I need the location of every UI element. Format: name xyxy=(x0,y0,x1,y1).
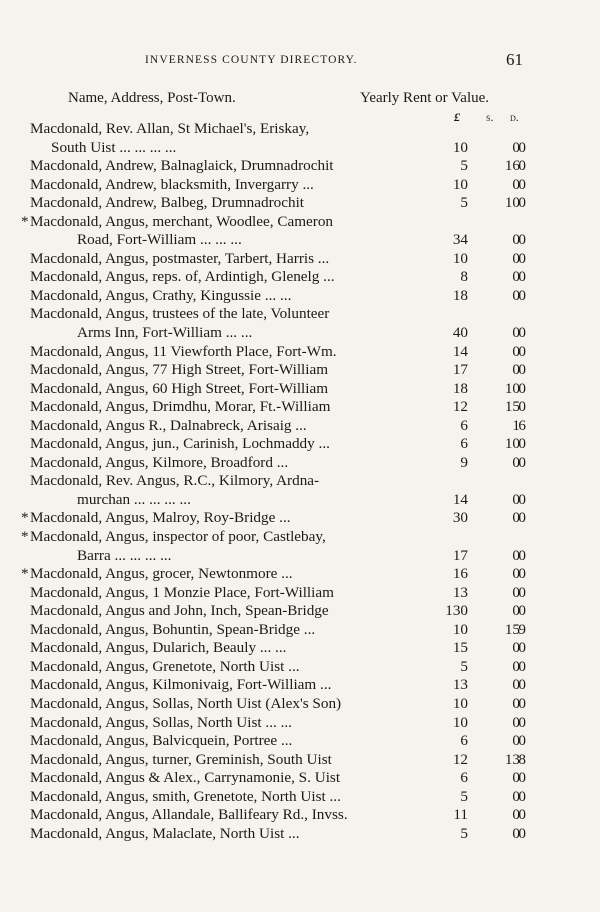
entry-text: Macdonald, Angus & Alex., Carrynamonie, S. Uist xyxy=(30,769,341,787)
entry-text: Macdonald, Angus, Bohuntin, Spean-Bridge ... xyxy=(30,620,316,638)
directory-entry-row xyxy=(0,361,600,380)
entry-text: Macdonald, Rev. Allan, St Michael's, Eriskay, xyxy=(30,120,310,137)
entry-pounds: 14 xyxy=(452,342,468,360)
entry-shillings: 0 xyxy=(512,546,520,564)
entry-pence: 0 xyxy=(518,676,526,694)
directory-entry-row xyxy=(0,157,600,176)
entry-shillings: 0 xyxy=(512,676,520,694)
directory-entry-row xyxy=(0,176,600,195)
entry-pence: 6 xyxy=(518,416,526,434)
entry-pounds: 130 xyxy=(445,602,468,620)
directory-entry-row xyxy=(0,343,600,362)
entry-pence: 0 xyxy=(518,249,526,267)
entry-pounds: 5 xyxy=(460,157,468,175)
directory-entry-row xyxy=(0,231,600,250)
entry-pence: 0 xyxy=(518,509,526,527)
entry-pounds: 13 xyxy=(452,583,468,601)
directory-entry-row xyxy=(0,472,600,491)
entry-pounds: 18 xyxy=(452,379,468,397)
directory-entry-row xyxy=(0,751,600,770)
entry-text: Macdonald, Angus, smith, Grenetote, North Uist ... xyxy=(30,787,341,805)
entry-shillings: 0 xyxy=(512,509,520,527)
entry-shillings: 0 xyxy=(512,361,520,379)
entry-pounds: 10 xyxy=(452,175,468,193)
entry-shillings: 15 xyxy=(504,620,520,638)
directory-entry-row xyxy=(0,639,600,658)
entry-pounds: 6 xyxy=(460,769,468,787)
entry-pounds: 30 xyxy=(452,509,468,527)
directory-entry-row xyxy=(0,417,600,436)
entry-shillings: 0 xyxy=(512,732,520,750)
entry-text: Macdonald, Angus, merchant, Woodlee, Cameron xyxy=(30,212,334,230)
entry-pounds: 6 xyxy=(460,435,468,453)
entry-shillings: 10 xyxy=(504,379,520,397)
directory-entry-row xyxy=(0,250,600,269)
entry-text: South Uist ... ... ... ... xyxy=(51,138,177,156)
entry-pence: 0 xyxy=(518,583,526,601)
entry-pence: 0 xyxy=(518,546,526,564)
entry-pence: 0 xyxy=(518,657,526,675)
entry-text: Macdonald, Angus, jun., Carinish, Lochmaddy ... xyxy=(30,435,330,453)
entry-shillings: 0 xyxy=(512,268,520,286)
directory-entry-row xyxy=(0,565,600,584)
entry-text: Macdonald, Angus, Drimdhu, Morar, Ft.-William xyxy=(30,398,331,416)
entry-pounds: 10 xyxy=(452,249,468,267)
currency-pence: d. xyxy=(510,110,519,124)
entry-shillings: 0 xyxy=(512,602,520,620)
entry-pence: 0 xyxy=(518,175,526,193)
entry-shillings: 13 xyxy=(504,750,520,768)
directory-entry-row xyxy=(0,658,600,677)
entry-pence: 0 xyxy=(518,435,526,453)
entry-shillings: 16 xyxy=(504,157,520,175)
directory-entry-row xyxy=(0,139,600,158)
directory-entry-row xyxy=(0,324,600,343)
entry-shillings: 0 xyxy=(512,657,520,675)
entry-pounds: 10 xyxy=(452,713,468,731)
directory-entry-row xyxy=(0,584,600,603)
entry-pence: 0 xyxy=(518,602,526,620)
entry-pence: 9 xyxy=(518,620,526,638)
entry-text: Macdonald, Angus, Sollas, North Uist (Alex's Son) xyxy=(30,694,342,712)
entry-pounds: 11 xyxy=(453,806,468,824)
column-header-value: Yearly Rent or Value. xyxy=(360,90,490,106)
entry-text: Macdonald, Angus, postmaster, Tarbert, Harris ... xyxy=(30,249,330,267)
entry-text: murchan ... ... ... ... xyxy=(77,490,191,508)
entry-text: Macdonald, Angus, 1 Monzie Place, Fort-William xyxy=(30,583,334,601)
entry-marker: * xyxy=(21,509,29,527)
entry-text: Macdonald, Angus, Kilmonivaig, Fort-William ... xyxy=(30,676,332,694)
entry-text: Macdonald, Angus, 60 High Street, Fort-William xyxy=(30,379,329,397)
entry-pence: 0 xyxy=(518,194,526,212)
entry-pence: 0 xyxy=(518,769,526,787)
entry-pence: 0 xyxy=(518,138,526,156)
entry-text: Macdonald, Andrew, Balnaglaick, Drumnadrochit xyxy=(30,157,334,175)
entry-pounds: 6 xyxy=(460,732,468,750)
entry-pounds: 10 xyxy=(452,694,468,712)
entry-pence: 0 xyxy=(518,713,526,731)
directory-entry-row xyxy=(0,714,600,733)
entry-text: Macdonald, Rev. Angus, R.C., Kilmory, Ardna- xyxy=(30,472,320,490)
column-header-name: Name, Address, Post-Town. xyxy=(68,90,236,106)
directory-entry-row xyxy=(0,547,600,566)
directory-entry-row xyxy=(0,491,600,510)
entry-shillings: 0 xyxy=(512,286,520,304)
entry-text: Macdonald, Angus, 77 High Street, Fort-William xyxy=(30,361,329,379)
entry-shillings: 0 xyxy=(512,694,520,712)
entry-pence: 0 xyxy=(518,565,526,583)
entry-marker: * xyxy=(21,212,29,230)
entry-shillings: 0 xyxy=(512,490,520,508)
entry-pence: 0 xyxy=(518,824,526,842)
entry-shillings: 0 xyxy=(512,639,520,657)
entry-text: Macdonald, Angus and John, Inch, Spean-Bridge xyxy=(30,602,329,620)
entry-pence: 0 xyxy=(518,342,526,360)
entry-pounds: 16 xyxy=(452,565,468,583)
entry-shillings: 0 xyxy=(512,787,520,805)
directory-entry-row xyxy=(0,825,600,844)
entry-pence: 0 xyxy=(518,379,526,397)
directory-entry-row xyxy=(0,213,600,232)
entry-text: Road, Fort-William ... ... ... xyxy=(77,231,242,249)
directory-entry-row xyxy=(0,621,600,640)
entry-shillings: 0 xyxy=(512,324,520,342)
entry-shillings: 0 xyxy=(512,824,520,842)
entry-pounds: 14 xyxy=(452,490,468,508)
entry-pence: 0 xyxy=(518,639,526,657)
directory-entry-row xyxy=(0,120,600,139)
entry-text: Macdonald, Andrew, Balbeg, Drumnadrochit xyxy=(30,194,305,212)
entry-pounds: 5 xyxy=(460,787,468,805)
entry-pence: 0 xyxy=(518,453,526,471)
entry-text: Macdonald, Angus, Balvicquein, Portree ... xyxy=(30,732,293,750)
entry-text: Macdonald, Angus, grocer, Newtonmore ... xyxy=(30,565,293,583)
entry-marker: * xyxy=(21,565,29,583)
entry-pounds: 8 xyxy=(460,268,468,286)
entry-shillings: 10 xyxy=(504,194,520,212)
entry-pence: 0 xyxy=(518,157,526,175)
entry-pence: 0 xyxy=(518,732,526,750)
entry-pounds: 17 xyxy=(452,546,468,564)
entry-shillings: 1 xyxy=(512,416,520,434)
directory-entry-row xyxy=(0,287,600,306)
directory-entry-row xyxy=(0,435,600,454)
entry-shillings: 10 xyxy=(504,435,520,453)
entry-text: Macdonald, Angus, Grenetote, North Uist ... xyxy=(30,657,300,675)
entry-pence: 0 xyxy=(518,286,526,304)
entry-pounds: 10 xyxy=(452,620,468,638)
entry-pounds: 40 xyxy=(452,324,468,342)
directory-entry-row xyxy=(0,732,600,751)
entry-shillings: 0 xyxy=(512,583,520,601)
entry-text: Macdonald, Angus, Allandale, Ballifeary Rd., Invss. xyxy=(30,806,348,824)
entry-text: Arms Inn, Fort-William ... ... xyxy=(77,324,253,342)
entry-shillings: 0 xyxy=(512,342,520,360)
entry-pounds: 10 xyxy=(452,138,468,156)
entry-text: Macdonald, Angus, reps. of, Ardintigh, Glenelg ... xyxy=(30,268,335,286)
entry-shillings: 0 xyxy=(512,453,520,471)
entry-shillings: 0 xyxy=(512,806,520,824)
directory-entry-row xyxy=(0,806,600,825)
currency-shillings: s. xyxy=(486,110,494,124)
entry-shillings: 0 xyxy=(512,713,520,731)
entry-pence: 0 xyxy=(518,787,526,805)
entry-shillings: 0 xyxy=(512,769,520,787)
entry-pounds: 12 xyxy=(452,398,468,416)
entry-text: Macdonald, Angus, 11 Viewforth Place, Fort-Wm. xyxy=(30,342,337,360)
entry-shillings: 0 xyxy=(512,138,520,156)
entry-pounds: 15 xyxy=(452,639,468,657)
entry-text: Macdonald, Angus, Sollas, North Uist ... ... xyxy=(30,713,292,731)
directory-entry-row xyxy=(0,454,600,473)
entry-text: Macdonald, Angus, trustees of the late, Volunteer xyxy=(30,305,330,323)
entry-marker: * xyxy=(21,528,29,546)
entry-pounds: 9 xyxy=(460,453,468,471)
entry-pounds: 13 xyxy=(452,676,468,694)
directory-entry-row xyxy=(0,788,600,807)
entry-shillings: 15 xyxy=(504,398,520,416)
directory-entry-row xyxy=(0,695,600,714)
entry-pence: 0 xyxy=(518,490,526,508)
directory-entry-row xyxy=(0,380,600,399)
directory-entries xyxy=(0,120,600,843)
entry-pence: 0 xyxy=(518,268,526,286)
entry-text: Macdonald, Angus, Malroy, Roy-Bridge ... xyxy=(30,509,291,527)
running-title: INVERNESS COUNTY DIRECTORY. xyxy=(145,54,358,66)
entry-pence: 8 xyxy=(518,750,526,768)
entry-shillings: 0 xyxy=(512,565,520,583)
entry-pence: 0 xyxy=(518,398,526,416)
currency-pounds: £ xyxy=(454,110,460,124)
entry-pounds: 34 xyxy=(452,231,468,249)
entry-text: Macdonald, Angus, Crathy, Kingussie ... ... xyxy=(30,286,292,304)
entry-text: Macdonald, Andrew, blacksmith, Invergarry ... xyxy=(30,175,314,193)
directory-entry-row xyxy=(0,676,600,695)
entry-text: Macdonald, Angus, Dularich, Beauly ... ... xyxy=(30,639,287,657)
entry-pence: 0 xyxy=(518,324,526,342)
entry-shillings: 0 xyxy=(512,175,520,193)
entry-pounds: 5 xyxy=(460,824,468,842)
entry-text: Macdonald, Angus, inspector of poor, Castlebay, xyxy=(30,528,326,546)
entry-pence: 0 xyxy=(518,694,526,712)
entry-text: Macdonald, Angus, Kilmore, Broadford ... xyxy=(30,453,289,471)
page-number: 61 xyxy=(506,50,523,69)
directory-entry-row xyxy=(0,528,600,547)
entry-pence: 0 xyxy=(518,806,526,824)
directory-entry-row xyxy=(0,602,600,621)
entry-shillings: 0 xyxy=(512,249,520,267)
entry-pounds: 18 xyxy=(452,286,468,304)
entry-shillings: 0 xyxy=(512,231,520,249)
entry-pounds: 12 xyxy=(452,750,468,768)
directory-entry-row xyxy=(0,509,600,528)
directory-entry-row xyxy=(0,769,600,788)
directory-entry-row xyxy=(0,398,600,417)
entry-text: Macdonald, Angus, turner, Greminish, South Uist xyxy=(30,750,332,768)
directory-entry-row xyxy=(0,268,600,287)
entry-pounds: 6 xyxy=(460,416,468,434)
entry-text: Barra ... ... ... ... xyxy=(77,546,172,564)
entry-text: Macdonald, Angus R., Dalnabreck, Arisaig ... xyxy=(30,416,307,434)
entry-pounds: 5 xyxy=(460,194,468,212)
directory-entry-row xyxy=(0,305,600,324)
entry-pence: 0 xyxy=(518,231,526,249)
entry-pounds: 5 xyxy=(460,657,468,675)
entry-pounds: 17 xyxy=(452,361,468,379)
entry-text: Macdonald, Angus, Malaclate, North Uist ... xyxy=(30,824,300,842)
directory-entry-row xyxy=(0,194,600,213)
entry-pence: 0 xyxy=(518,361,526,379)
